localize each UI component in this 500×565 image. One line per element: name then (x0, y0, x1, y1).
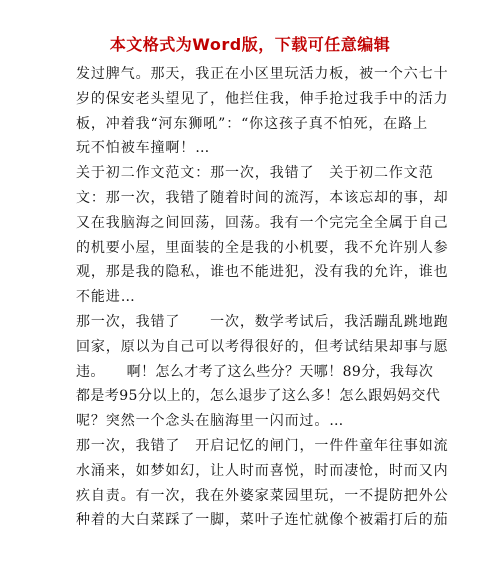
document-body (76, 62, 449, 533)
text-line: 关于初二作文范文：那一次，我错了 关于初二作文范 (76, 165, 434, 182)
text-line: 玩不怕被车撞啊！… (76, 140, 211, 157)
text-line: 观，那是我的隐私，谁也不能进犯，没有我的允许，谁也 (76, 264, 449, 281)
document-title: 本文格式为Word版，下载可任意编辑 (109, 35, 391, 54)
text-line: 都是考95分以上的，怎么退步了这么多！怎么跟妈妈交代 (76, 388, 441, 405)
text-line: 那一次，我错了 一次，数学考试后，我活蹦乱跳地跑 (76, 313, 449, 330)
text-line: 种着的大白菜踩了一脚，菜叶子连忙就像个被霜打后的茄 (76, 512, 449, 529)
text-line: 那一次，我错了 开启记忆的闸门，一件件童年往事如流 (76, 437, 449, 454)
text-line: 不能进… (76, 289, 136, 306)
text-line: 文：那一次，我错了随着时间的流泻，本该忘却的事，却 (76, 189, 449, 206)
text-line: 呢？突然一个念头在脑海里一闪而过。… (76, 413, 345, 430)
text-line: 水涌来，如梦如幻，让人时而喜悦，时而凄怆，时而又内 (76, 462, 449, 479)
text-line: 疚自责。有一次，我在外婆家菜园里玩，一不提防把外公 (76, 487, 449, 504)
text-line: 板，冲着我“河东狮吼”：“你这孩子真不怕死，在路上 (76, 115, 428, 132)
text-line: 回家，原以为自己可以考得很好的，但考试结果却事与愿 (76, 338, 449, 355)
text-line: 的机要小屋，里面装的全是我的小机要，我不允许别人参 (76, 239, 449, 256)
text-line: 发过脾气。那天，我正在小区里玩活力板，被一个六七十 (76, 66, 449, 82)
text-line: 违。 啊！怎么才考了这么些分？天哪！89分，我每次 (76, 363, 434, 380)
text-line: 又在我脑海之间回荡，回荡。我有一个完完全全属于自己 (76, 214, 449, 231)
text-line: 岁的保安老头望见了，他拦住我，伸手抢过我手中的活力 (76, 90, 449, 107)
